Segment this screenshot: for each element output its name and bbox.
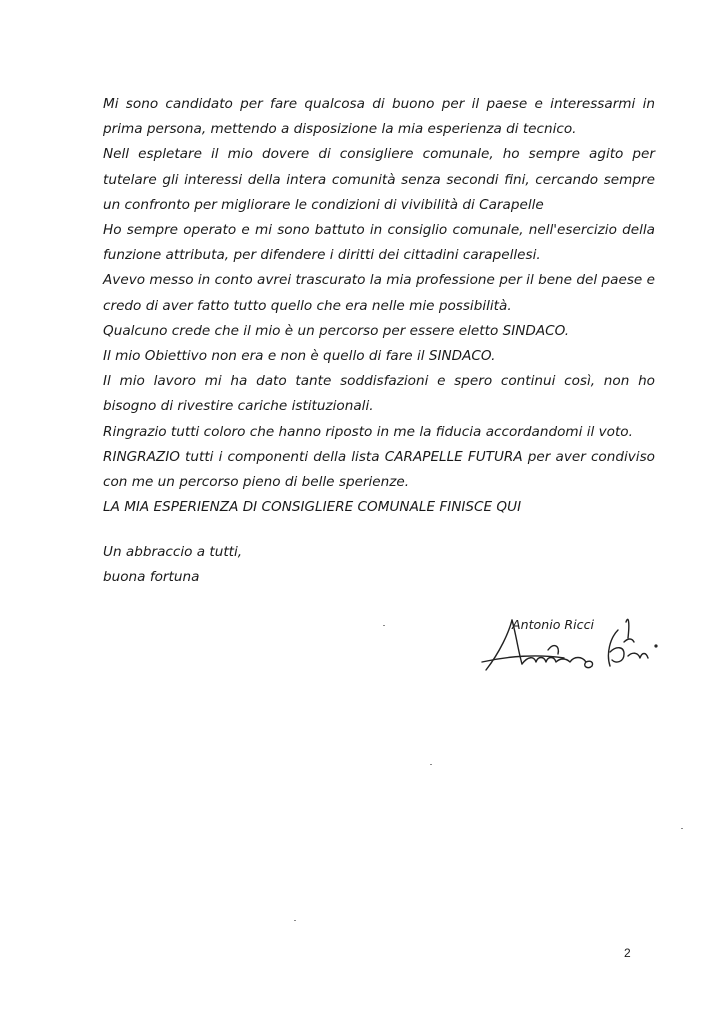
- scan-speck: [681, 828, 683, 829]
- paragraph-thanks-list: RINGRAZIO tutti i componenti della lista CARAPELLE FUTURA per aver condiviso con me un percorso pieno di belle sperienze.: [103, 448, 655, 491]
- paragraph-thanks-voters: Ringrazio tutti coloro che hanno riposto in me la fiducia accordandomi il voto.: [103, 423, 633, 440]
- handwritten-signature: [478, 612, 668, 682]
- letter-body: [103, 92, 655, 520]
- scan-speck: [294, 920, 296, 921]
- closing-line: Un abbraccio a tutti,: [103, 544, 243, 560]
- paragraph-objective: Il mio Obiettivo non era e non è quello di fare il SINDACO.: [103, 348, 496, 365]
- signature-name: Antonio Ricci: [512, 617, 595, 632]
- closing-block: [103, 540, 242, 590]
- paragraph-work: Il mio lavoro mi ha dato tante soddisfazioni e spero continui così, non ho bisogno di rivestire cariche istituzionali.: [103, 373, 655, 415]
- page-number: 2: [624, 946, 631, 960]
- paragraph-profession: Avevo messo in conto avrei trascurato la mia professione per il bene del paese e credo di aver fatto tutto quello che era nelle mie possibilità.: [103, 272, 655, 314]
- paragraph-duty: Nell espletare il mio dovere di consigliere comunale, ho sempre agito per tutelare gli interessi della intera comunità senza secondi fini, cercando sempre un confronto per migliorare le condizioni di vivibilità di Carapelle: [103, 146, 655, 213]
- paragraph-mayor-belief: Qualcuno crede che il mio è un percorso per essere eletto SINDACO.: [103, 322, 570, 339]
- scan-speck: [383, 625, 385, 626]
- closing-line: buona fortuna: [103, 569, 200, 586]
- paragraph-conclusion: LA MIA ESPERIENZA DI CONSIGLIERE COMUNALE FINISCE QUI: [103, 499, 522, 516]
- paragraph-candidacy: Mi sono candidato per fare qualcosa di buono per il paese e interessarmi in prima persona, mettendo a disposizione la mia esperienza di tecnico.: [103, 96, 655, 138]
- scan-speck: [430, 764, 432, 765]
- paragraph-council: Ho sempre operato e mi sono battuto in consiglio comunale, nell'esercizio della funzione attributa, per difendere i diritti dei cittadini carapellesi.: [103, 222, 655, 264]
